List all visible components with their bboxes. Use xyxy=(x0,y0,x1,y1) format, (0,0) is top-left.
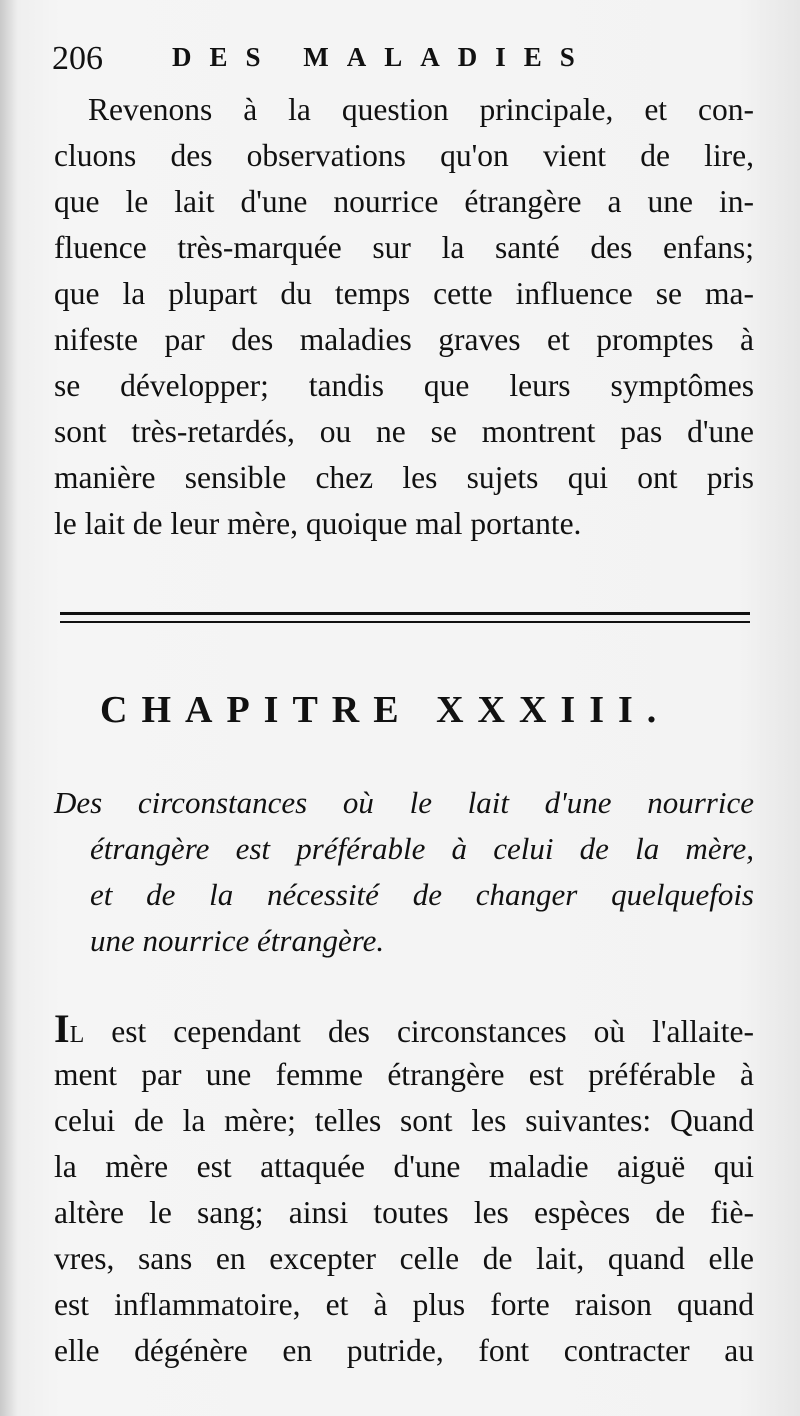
paragraph-conclusion xyxy=(54,87,754,547)
text-line: altère le sang; ainsi toutes les espèces de fiè- xyxy=(54,1195,754,1230)
text-line: Revenons à la question principale, et con- xyxy=(88,92,754,127)
text-line: celui de la mère; telles sont les suivantes: Quand xyxy=(54,1103,754,1138)
text-line-rest: est cependant des circonstances où l'allaite- xyxy=(84,1014,754,1049)
text-line: est inflammatoire, et à plus forte raison quand xyxy=(54,1287,754,1322)
divider-rule-thin xyxy=(60,621,750,623)
paragraph-circumstances xyxy=(54,1006,754,1374)
subtitle-line: une nourrice étrangère. xyxy=(90,923,385,958)
small-cap: L xyxy=(69,1022,85,1048)
chapter-title: CHAPITRE XXXIII. xyxy=(100,689,671,731)
running-title: DES MALADIES xyxy=(172,42,593,72)
text-line: se développer; tandis que leurs symptômes xyxy=(54,368,754,403)
text-line: nifeste par des maladies graves et promptes à xyxy=(54,322,754,357)
text-line: le lait de leur mère, quoique mal portante. xyxy=(54,506,582,541)
text-line: sont très-retardés, ou ne se montrent pas d'une xyxy=(54,414,754,449)
text-line: elle dégénère en putride, font contracter au xyxy=(54,1333,754,1368)
text-line: que la plupart du temps cette influence se ma- xyxy=(54,276,754,311)
text-line: manière sensible chez les sujets qui ont pris xyxy=(54,460,754,495)
text-line-first xyxy=(54,1006,754,1052)
divider-rule-thick xyxy=(60,612,750,615)
text-line: cluons des observations qu'on vient de lire, xyxy=(54,138,754,173)
subtitle-line: étrangère est préférable à celui de la mère, xyxy=(90,831,754,866)
subtitle-line: et de la nécessité de changer quelquefois xyxy=(90,877,754,912)
text-line: vres, sans en excepter celle de lait, quand elle xyxy=(54,1241,754,1276)
page-number: 206 xyxy=(52,40,103,77)
text-line: la mère est attaquée d'une maladie aiguë qui xyxy=(54,1149,754,1184)
subtitle-line: Des circonstances où le lait d'une nourrice xyxy=(54,785,754,820)
page-header xyxy=(52,40,752,80)
text-line: que le lait d'une nourrice étrangère a une in- xyxy=(54,184,754,219)
text-line: ment par une femme étrangère est préférable à xyxy=(54,1057,754,1092)
chapter-subtitle xyxy=(54,780,754,964)
drop-cap: I xyxy=(54,1006,70,1051)
text-line: fluence très-marquée sur la santé des enfans; xyxy=(54,230,754,265)
